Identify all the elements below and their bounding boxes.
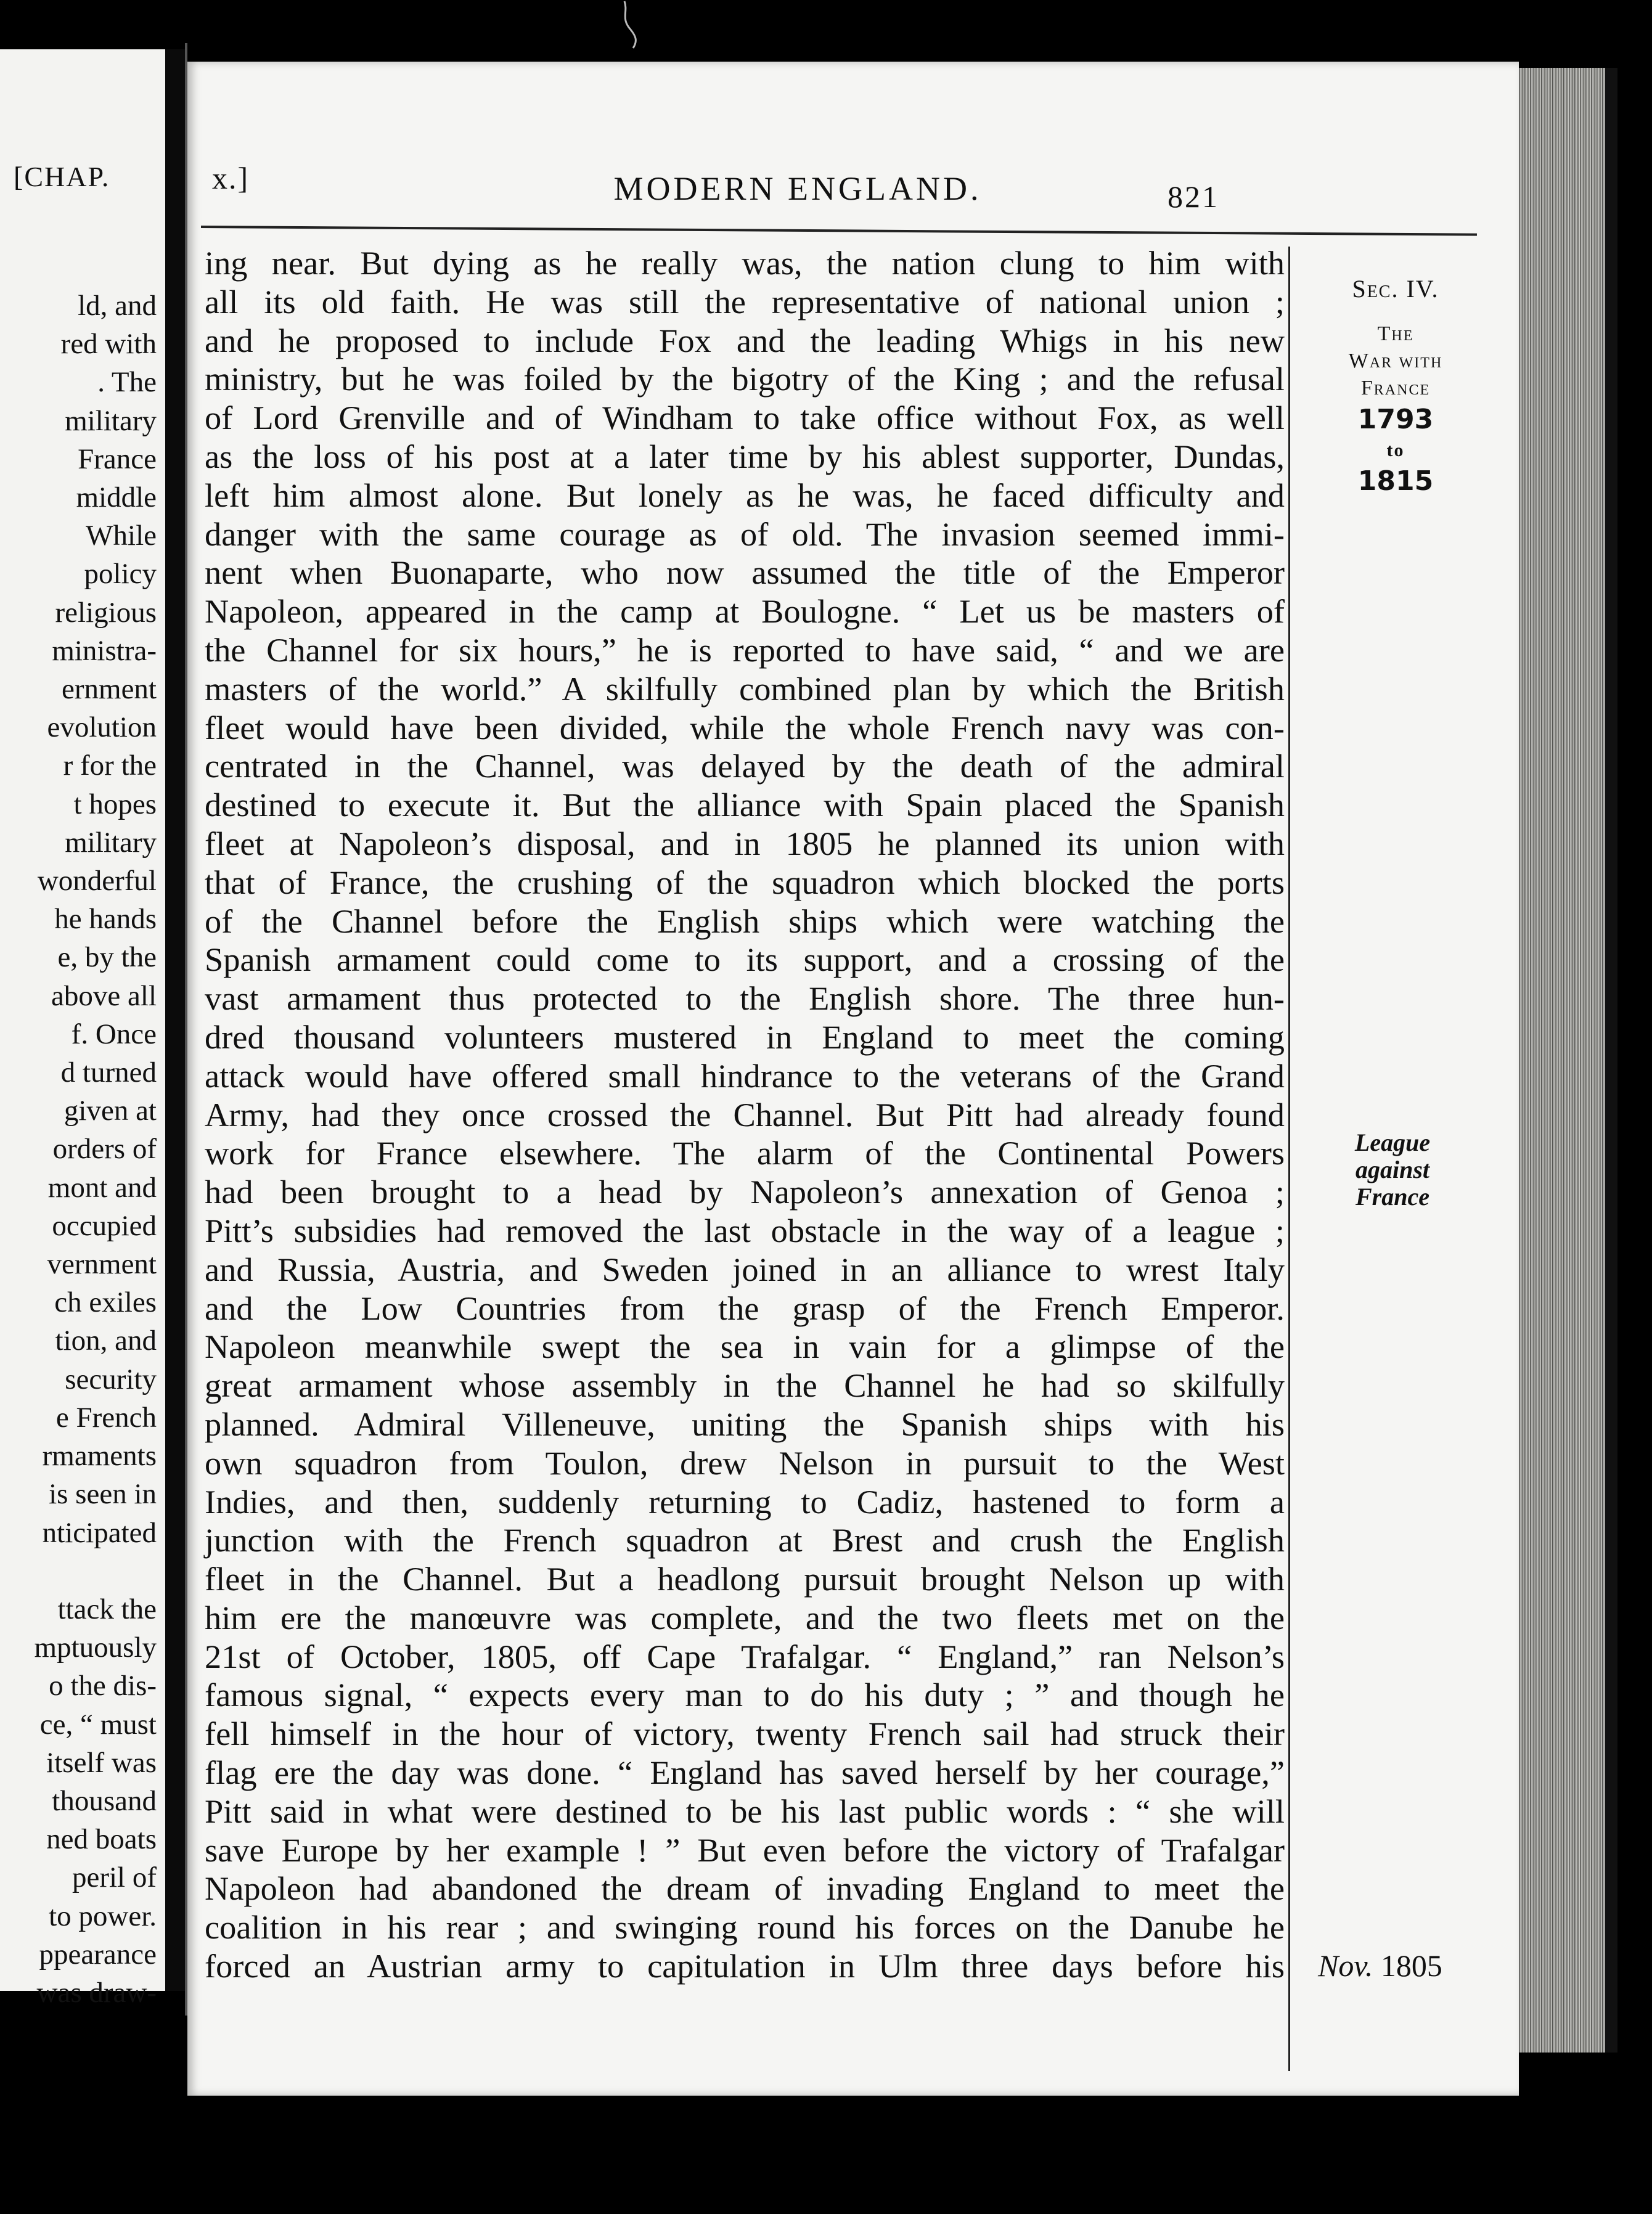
text-line: left him almost alone. But lonely as he was, he faced difficulty and	[205, 476, 1285, 514]
facing-text-line: occupied	[52, 1209, 157, 1242]
facing-text-line: security	[65, 1363, 157, 1395]
facing-page	[0, 49, 165, 2009]
book-page	[187, 62, 1519, 2096]
text-line: of Lord Grenville and of Windham to take office without Fox, as well	[205, 399, 1285, 437]
text-line: forced an Austrian army to capitulation in Ulm three days before his	[205, 1948, 1285, 1985]
year-start: 1793	[1357, 404, 1434, 435]
facing-text-line: ministra-	[52, 634, 157, 667]
facing-text-line: d turned	[60, 1056, 157, 1089]
scan-mark	[620, 0, 644, 49]
year-to: to	[1386, 440, 1405, 460]
facing-text-line: ch exiles	[54, 1286, 157, 1319]
running-head-title: MODERN ENGLAND.	[613, 170, 982, 207]
margin-date	[1278, 1948, 1482, 1983]
facing-text-line: religious	[55, 596, 157, 629]
margin-topic-line: France	[1360, 377, 1431, 399]
text-line: fleet in the Channel. But a headlong pursuit brought Nelson up with	[205, 1561, 1285, 1598]
text-line: fleet would have been divided, while the whole French navy was con-	[205, 709, 1285, 746]
text-line: work for France elsewhere. The alarm of the Continental Powers	[205, 1135, 1285, 1172]
text-line: Napoleon had abandoned the dream of invading England to meet the	[205, 1870, 1285, 1908]
facing-text-line: ernment	[62, 673, 157, 706]
facing-text-line: itself was	[46, 1746, 157, 1779]
facing-text-line: above all	[51, 979, 157, 1012]
facing-text-line: orders of	[52, 1133, 157, 1166]
facing-text-line: peril of	[72, 1861, 157, 1894]
text-line: him ere the manœuvre was complete, and the two fleets met on the	[205, 1599, 1285, 1636]
text-line: save Europe by her example ! ” But even before the victory of Trafalgar	[205, 1831, 1285, 1869]
text-line: centrated in the Channel, was delayed by the death of the admiral	[205, 748, 1285, 785]
running-head-chapter: x.]	[212, 161, 250, 195]
text-line: and he proposed to include Fox and the leading Whigs in his new	[205, 322, 1285, 359]
facing-text-line: t hopes	[73, 788, 157, 820]
margin-date-year: 1805	[1380, 1948, 1442, 1983]
facing-text-line: e French	[55, 1401, 157, 1434]
text-line: destined to execute it. But the alliance with Spain placed the Spanish	[205, 786, 1285, 824]
year-end: 1815	[1357, 465, 1434, 497]
margin-note-line: League	[1354, 1129, 1431, 1156]
text-line: all its old faith. He was still the representative of national union ;	[205, 283, 1285, 321]
text-line: danger with the same courage as of old. The invasion seemed immi-	[205, 515, 1285, 553]
facing-text-line: thousand	[52, 1784, 157, 1817]
facing-text-line: military	[65, 404, 157, 437]
facing-text-line: mont and	[47, 1171, 157, 1204]
margin-topic	[1306, 321, 1485, 402]
text-line: attack would have offered small hindrance to the veterans of the Grand	[205, 1057, 1285, 1095]
text-line: Napoleon meanwhile swept the sea in vain for a glimpse of the	[205, 1328, 1285, 1366]
facing-text-line: f. Once	[71, 1018, 157, 1050]
facing-text-line: ld, and	[78, 290, 157, 322]
text-line: had been brought to a head by Napoleon’s annexation of Genoa ;	[205, 1174, 1285, 1211]
text-line: coalition in his rear ; and swinging round his forces on the Danube he	[205, 1909, 1285, 1946]
text-line: dred thousand volunteers mustered in England to meet the coming	[205, 1018, 1285, 1056]
page-edges	[1519, 68, 1605, 2053]
facing-text-line: middle	[76, 481, 157, 514]
text-line: nent when Buonaparte, who now assumed the title of the Emperor	[205, 554, 1285, 592]
facing-text-line: policy	[84, 558, 157, 590]
facing-text-line: is seen in	[49, 1478, 157, 1511]
margin-date-month: Nov.	[1318, 1948, 1373, 1983]
margin-note-line: France	[1356, 1183, 1429, 1211]
text-line: of the Channel before the English ships which were watching the	[205, 902, 1285, 940]
section-label: Sec. IV.	[1352, 275, 1439, 303]
text-line: great armament whose assembly in the Channel he had so skilfully	[205, 1367, 1285, 1405]
facing-text-line: evolution	[47, 711, 157, 744]
text-line: masters of the world.” A skilfully combined plan by which the British	[205, 670, 1285, 708]
facing-text-line: e, by the	[57, 941, 157, 974]
facing-text-line: . The	[97, 366, 157, 399]
facing-text-line: ce, “ must	[39, 1708, 157, 1741]
text-line: famous signal, “ expects every man to do his duty ; ” and though he	[205, 1677, 1285, 1714]
text-line: Spanish armament could come to its support, and a crossing of the	[205, 941, 1285, 979]
page-edges-shadow	[1605, 68, 1617, 2053]
facing-text-line: r for the	[63, 750, 157, 782]
header-rule	[201, 226, 1477, 236]
facing-text-line: ppearance	[39, 1938, 157, 1971]
margin-note-league	[1309, 1129, 1476, 1211]
text-line: that of France, the crushing of the squadron which blocked the ports	[205, 864, 1285, 901]
margin-rule	[1288, 247, 1290, 2071]
facing-text-line: to power.	[49, 1900, 157, 1932]
facing-text-line: red with	[60, 328, 157, 361]
facing-page-text	[35, 287, 157, 2012]
text-line: 21st of October, 1805, off Cape Trafalgar. “ England,” ran Nelson’s	[205, 1638, 1285, 1675]
text-line: the Channel for six hours,” he is reported to have said, “ and we are	[205, 631, 1285, 669]
text-line: Indies, and then, suddenly returning to Cadiz, hastened to form a	[205, 1483, 1285, 1521]
facing-text-line: was draw-	[36, 1976, 157, 2009]
text-line: Pitt’s subsidies had removed the last obstacle in the way of a league ;	[205, 1212, 1285, 1249]
text-line: Napoleon, appeared in the camp at Boulogne. “ Let us be masters of	[205, 593, 1285, 631]
text-line: own squadron from Toulon, drew Nelson in pursuit to the West	[205, 1444, 1285, 1482]
facing-text-line: tion, and	[55, 1325, 157, 1357]
facing-text-line: France	[78, 443, 157, 475]
margin-years	[1315, 404, 1476, 497]
facing-text-line: mptuously	[34, 1632, 157, 1664]
margin-topic-line: War with	[1348, 349, 1443, 372]
facing-text-line: vernment	[47, 1248, 157, 1281]
facing-page-chapter: [CHAP.	[14, 161, 110, 192]
margin-note-line: against	[1355, 1156, 1430, 1183]
facing-text-line: he hands	[54, 903, 157, 936]
text-line: and the Low Countries from the grasp of the French Emperor.	[205, 1289, 1285, 1327]
text-line: Pitt said in what were destined to be his last public words : “ she will	[205, 1792, 1285, 1830]
body-text	[205, 244, 1285, 1986]
facing-text-line: While	[86, 520, 157, 552]
text-line: flag ere the day was done. “ England has saved herself by her courage,”	[205, 1754, 1285, 1792]
facing-text-line: ned boats	[46, 1823, 157, 1856]
text-line: ministry, but he was foiled by the bigotry of the King ; and the refusal	[205, 361, 1285, 398]
text-line: junction with the French squadron at Brest and crush the English	[205, 1522, 1285, 1559]
page-number: 821	[1167, 179, 1219, 214]
text-line: Army, had they once crossed the Channel. But Pitt had already found	[205, 1096, 1285, 1134]
text-line: as the loss of his post at a later time by his ablest supporter, Dundas,	[205, 438, 1285, 475]
facing-text-line: rmaments	[42, 1440, 157, 1473]
text-line: ing near. But dying as he really was, the nation clung to him with	[205, 245, 1285, 282]
facing-text-line: o the dis-	[49, 1670, 157, 1702]
margin-topic-line: The	[1377, 322, 1414, 345]
facing-text-line	[35, 1552, 157, 1590]
facing-text-line: ttack the	[57, 1593, 157, 1625]
facing-text-line: given at	[63, 1095, 157, 1127]
text-line: and Russia, Austria, and Sweden joined in an alliance to wrest Italy	[205, 1251, 1285, 1288]
facing-text-line: military	[65, 826, 157, 859]
text-line: vast armament thus protected to the English shore. The three hun-	[205, 980, 1285, 1018]
text-line: fleet at Napoleon’s disposal, and in 1805 he planned its union with	[205, 825, 1285, 862]
book-gutter	[165, 49, 185, 1991]
facing-text-line: nticipated	[42, 1516, 157, 1549]
text-line: planned. Admiral Villeneuve, uniting the Spanish ships with his	[205, 1405, 1285, 1443]
facing-text-line: wonderful	[37, 865, 157, 897]
text-line: fell himself in the hour of victory, twenty French sail had struck their	[205, 1715, 1285, 1753]
